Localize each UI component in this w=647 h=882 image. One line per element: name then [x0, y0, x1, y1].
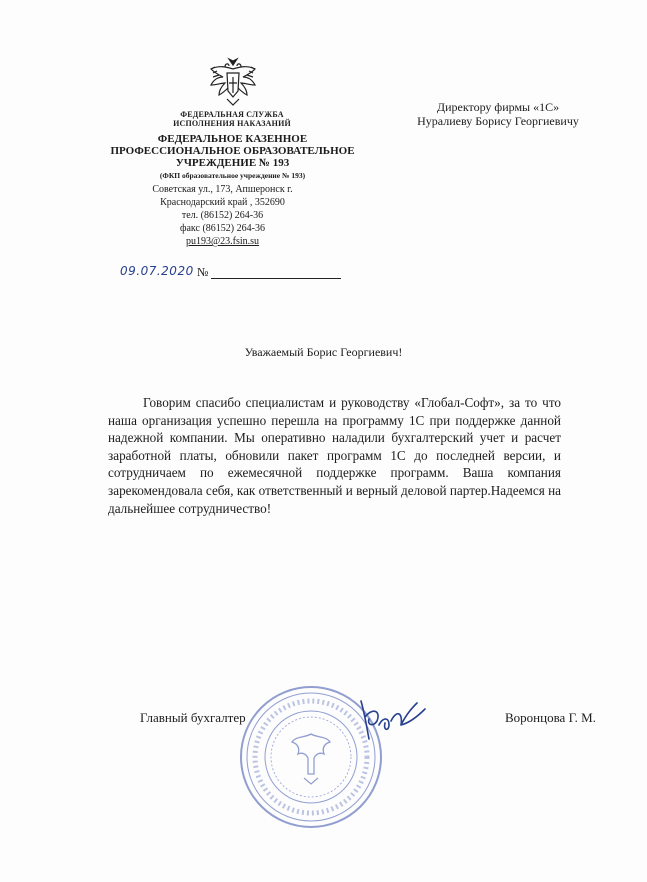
service-line-2: ИСПОЛНЕНИЯ НАКАЗАНИЙ — [173, 119, 291, 128]
addressee-line-1: Директору фирмы «1С» — [436, 100, 560, 114]
organization-name — [105, 133, 360, 169]
fax: факс (86152) 264-36 — [180, 223, 265, 234]
email-link[interactable]: pu193@23.fsin.su — [185, 236, 260, 247]
phone: тел. (86152) 264-36 — [181, 210, 264, 221]
addressee-block — [398, 100, 598, 128]
double-headed-eagle-emblem-icon — [205, 55, 261, 111]
letterhead-contacts — [135, 183, 310, 248]
number-blank-line — [211, 278, 341, 279]
organization-abbreviation: (ФКП образовательное учреждение № 193) — [159, 171, 306, 180]
handwritten-date: 09.07.2020 — [120, 264, 194, 278]
letterhead-organization — [105, 110, 360, 181]
handwritten-signature-icon — [355, 695, 430, 743]
number-label: № — [197, 265, 209, 279]
org-line-1: ФЕДЕРАЛЬНОЕ КАЗЕННОЕ — [157, 133, 308, 145]
service-name — [157, 110, 307, 128]
service-line-1: ФЕДЕРАЛЬНАЯ СЛУЖБА — [180, 110, 284, 119]
addressee-line-2: Нуралиеву Борису Георгиевичу — [417, 114, 579, 128]
org-line-3: УЧРЕЖДЕНИЕ № 193 — [175, 157, 290, 169]
letter-body: Говорим спасибо специалистам и руководству «Глобал-Софт», за то что наша организация успешно перешла на программу 1С при поддержке данной надежной компании. Мы оперативно наладили бухгалтерский учет и расчет заработной платы, обновили пакет программ 1С до последней версии, и сотрудничаем по ежемесячной поддержке программ. Ваша компания зарекомендовала себя, как ответственный и верный деловой партер.Надеемся на дальнейшее сотрудничество! — [108, 395, 561, 516]
signer-name: Воронцова Г. М. — [505, 710, 596, 725]
org-line-2: ПРОФЕССИОНАЛЬНОЕ ОБРАЗОВАТЕЛЬНОЕ — [110, 145, 355, 157]
address-line-1: Советская ул., 173, Апшеронск г. — [152, 184, 293, 195]
address-line-2: Краснодарский край , 352690 — [160, 197, 285, 208]
greeting: Уважаемый Борис Георгиевич! — [244, 345, 403, 359]
signer-role: Главный бухгалтер — [140, 710, 246, 725]
